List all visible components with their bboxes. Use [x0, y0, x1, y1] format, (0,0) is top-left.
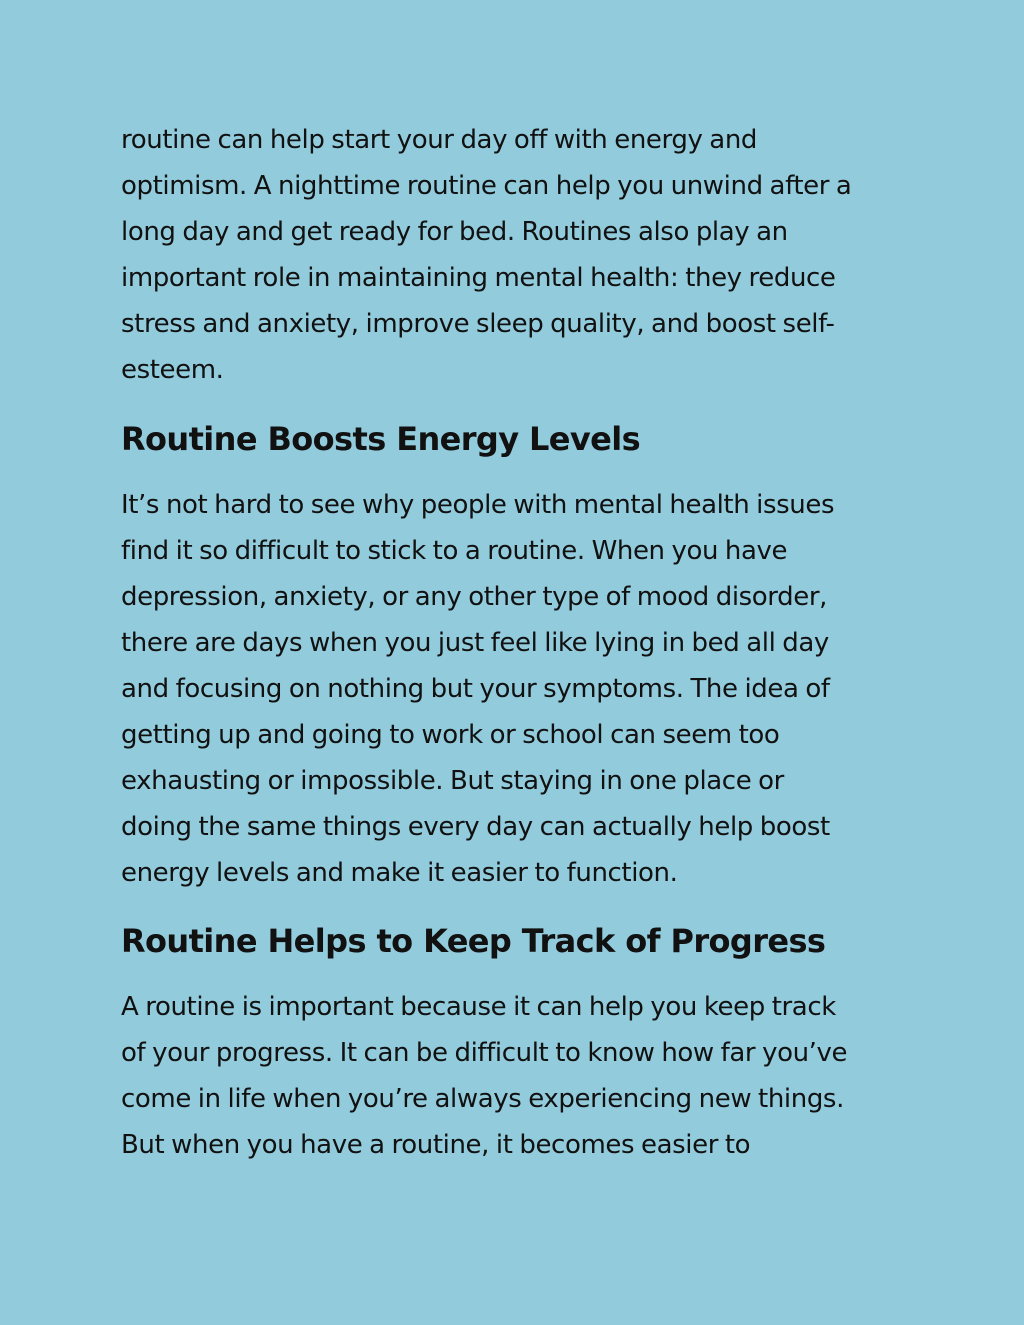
section-body-energy: It’s not hard to see why people with mental health issues find it so difficult to stick to a routine. When you have depression, anxiety, or any other type of mood disorder, there are days when you just feel like lying in bed all day and focusing on nothing but your symptoms. The idea of getting up and going to work or school can seem too exhausting or impossible. But staying in one place or doing the same things every day can actually help boost energy levels and make it easier to function. [121, 490, 835, 888]
section-body-progress: A routine is important because it can help you keep track of your progress. It can be difficult to know how far you’ve come in life when you’re always experiencing new things. But when you have a routine, it becomes easier to [121, 992, 848, 1160]
intro-paragraph: routine can help start your day off with energy and optimism. A nighttime routine can help you unwind after a long day and get ready for bed. Routines also play an important role in maintaining mental health: they reduce stress and anxiety, improve sleep quality, and boost self- esteem. [121, 125, 852, 385]
section-heading-energy: Routine Boosts Energy Levels [121, 420, 641, 458]
section-heading-progress: Routine Helps to Keep Track of Progress [121, 922, 826, 960]
document-page [121, 117, 921, 1168]
